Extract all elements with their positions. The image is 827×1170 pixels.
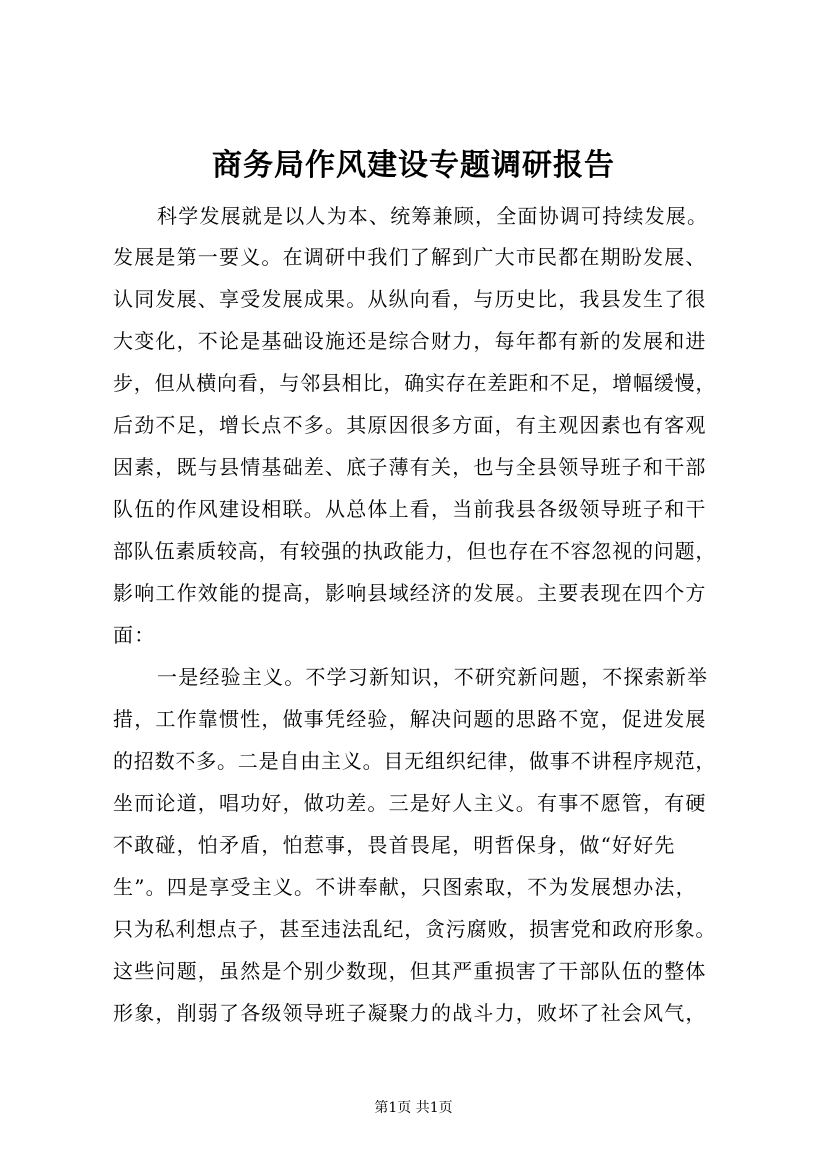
body-line: 后劲不足，增长点不多。其原因很多方面，有主观因素也有客观 xyxy=(113,413,707,437)
body-line: 因素，既与县情基础差、底子薄有关，也与全县领导班子和干部 xyxy=(113,455,707,479)
body-line: 科学发展就是以人为本、统筹兼顾，全面协调可持续发展。 xyxy=(157,204,709,228)
body-line: 一是经验主义。不学习新知识，不研究新问题，不探索新举 xyxy=(157,665,709,689)
body-line: 大变化，不论是基础设施还是综合财力，每年都有新的发展和进 xyxy=(113,329,707,353)
body-line: 面： xyxy=(113,623,156,647)
body-line: 措，工作靠惯性，做事凭经验，解决问题的思路不宽，促进发展 xyxy=(113,707,707,731)
body-line: 生”。四是享受主义。不讲奉献，只图索取，不为发展想办法， xyxy=(113,875,697,899)
body-line: 形象，削弱了各级领导班子凝聚力的战斗力，败坏了社会风气， xyxy=(113,1001,707,1025)
body-line: 这些问题，虽然是个别少数现，但其严重损害了干部队伍的整体 xyxy=(113,959,707,983)
body-line: 发展是第一要义。在调研中我们了解到广大市民都在期盼发展、 xyxy=(113,245,707,269)
body-line: 坐而论道，唱功好，做功差。三是好人主义。有事不愿管，有硬 xyxy=(113,791,707,815)
body-line: 不敢碰，怕矛盾，怕惹事，畏首畏尾，明哲保身，做“好好先 xyxy=(113,833,676,857)
body-line: 的招数不多。二是自由主义。目无组织纪律，做事不讲程序规范， xyxy=(113,749,717,773)
body-line: 认同发展、享受发展成果。从纵向看，与历史比，我县发生了很 xyxy=(113,287,707,311)
document-title: 商务局作风建设专题调研报告 xyxy=(212,148,615,183)
body-line: 队伍的作风建设相联。从总体上看，当前我县各级领导班子和干 xyxy=(113,497,707,521)
body-line: 影响工作效能的提高，影响县域经济的发展。主要表现在四个方 xyxy=(113,581,707,605)
body-line: 部队伍素质较高，有较强的执政能力，但也存在不容忽视的问题， xyxy=(113,539,717,563)
body-line: 只为私利想点子，甚至违法乱纪，贪污腐败，损害党和政府形象。 xyxy=(113,917,717,941)
body-line: 步，但从横向看，与邻县相比，确实存在差距和不足，增幅缓慢， xyxy=(113,371,717,395)
page-footer: 第1页 共1页 xyxy=(374,1100,453,1116)
